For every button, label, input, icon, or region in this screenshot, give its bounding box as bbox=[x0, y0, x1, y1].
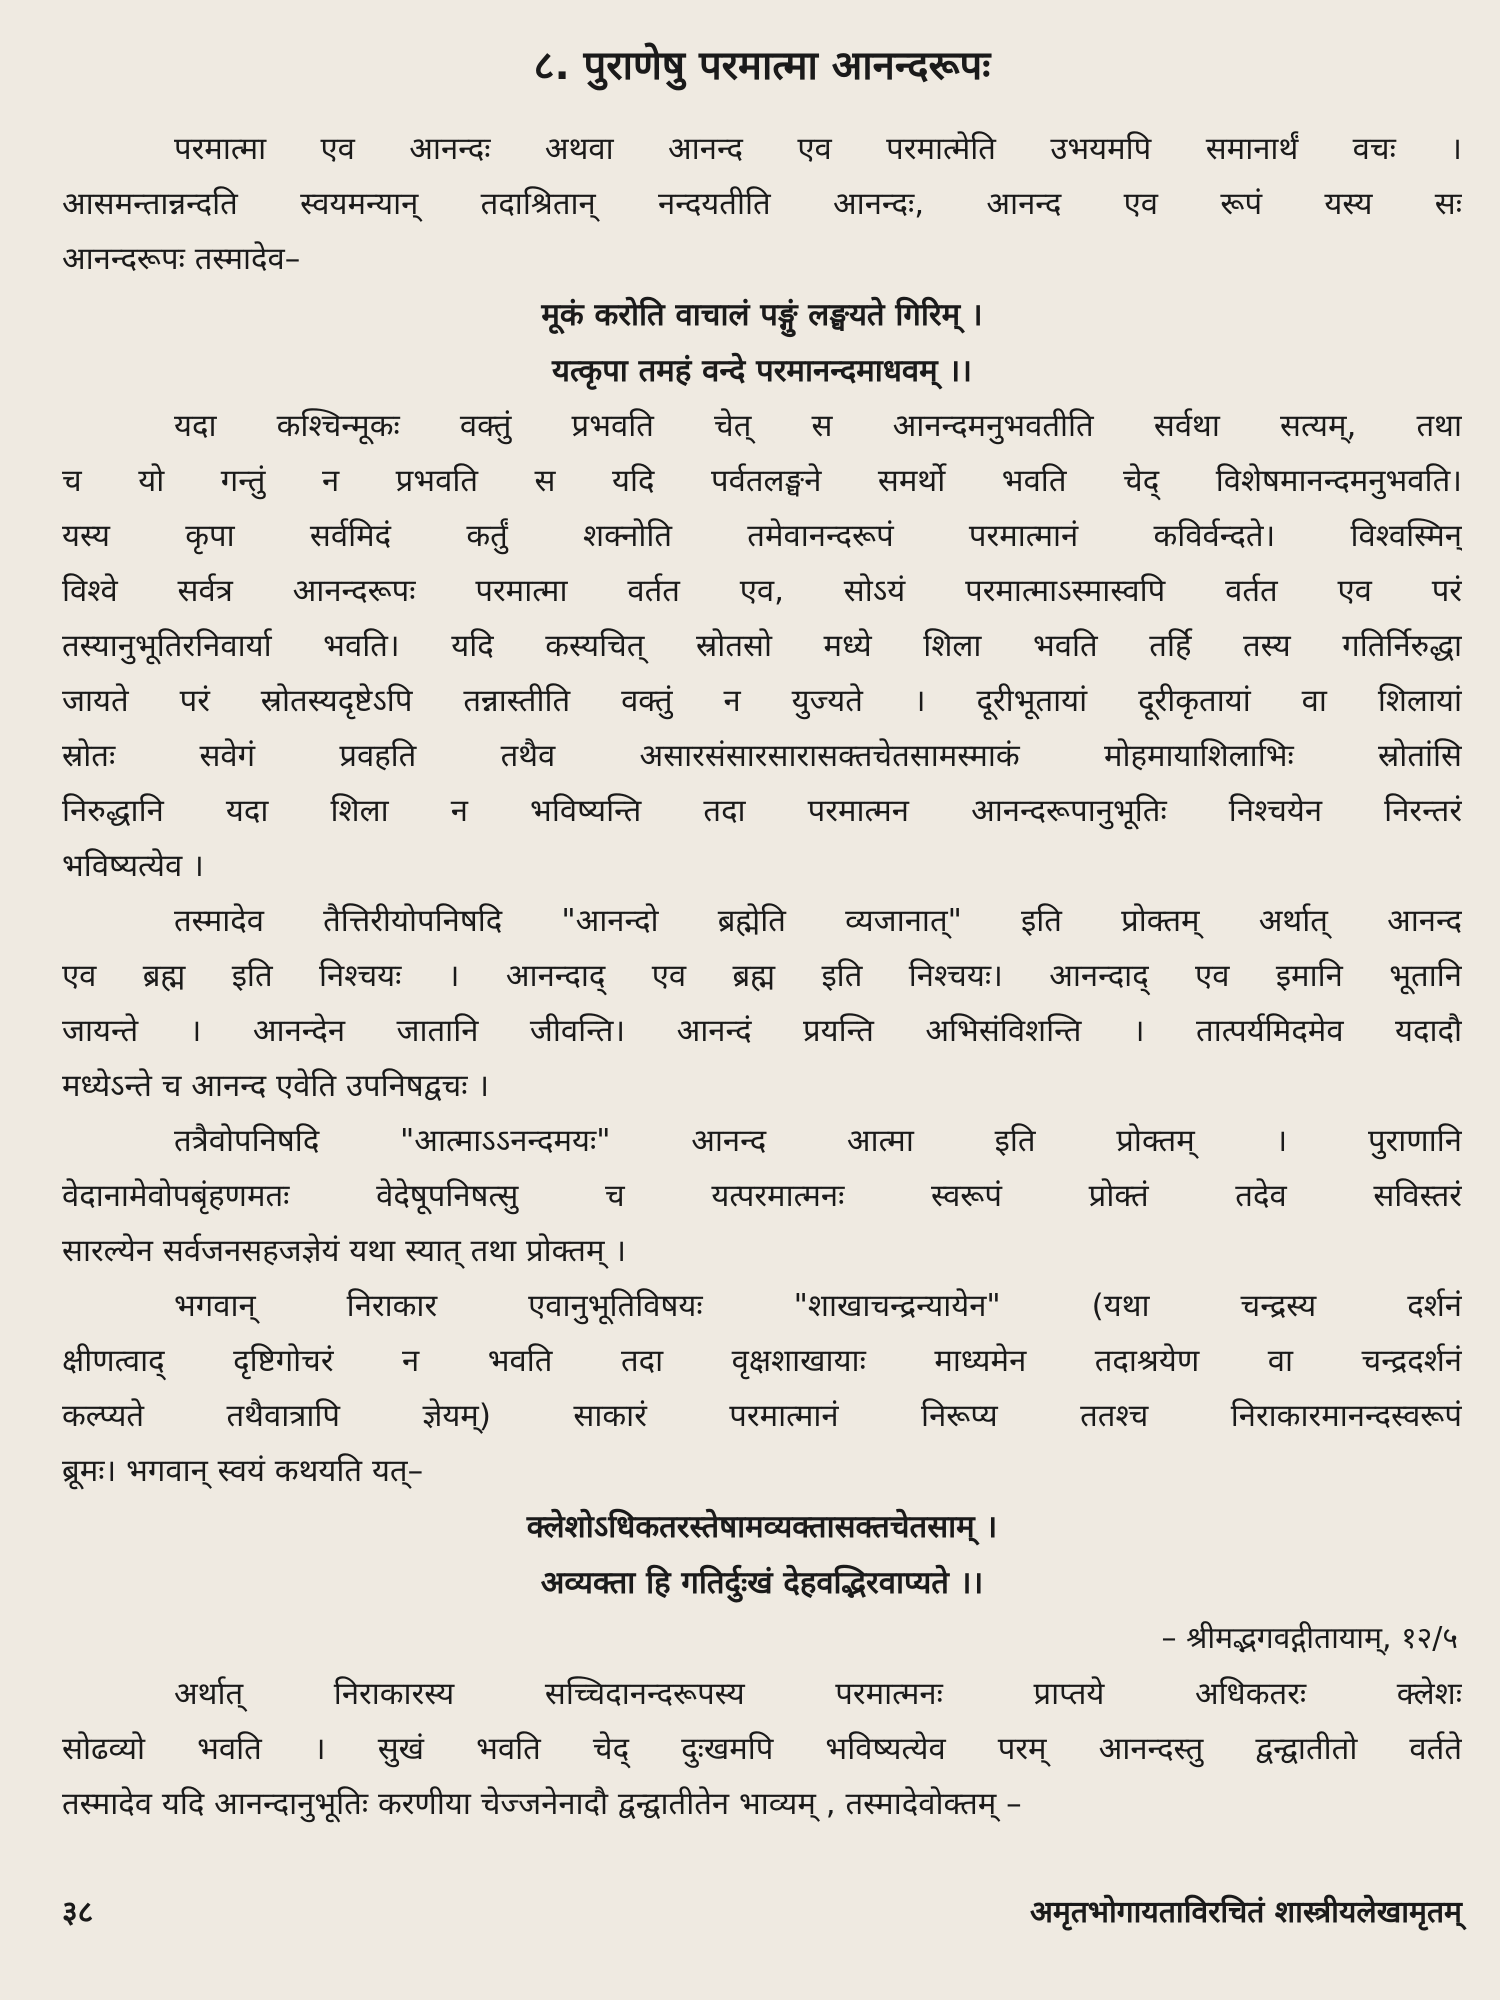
verse-1 bbox=[62, 287, 1462, 399]
text-line: मध्येऽन्ते च आनन्द एवेति उपनिषद्वचः । bbox=[62, 1068, 490, 1104]
text-line: एव ब्रह्म इति निश्चयः । आनन्दाद् एव ब्रह्म इति निश्चयः। आनन्दाद् एव इमानि भूतानि bbox=[62, 958, 1462, 994]
text-line: ब्रूमः। भगवान् स्वयं कथयति यत्– bbox=[62, 1453, 424, 1489]
text-line: अर्थात् निराकारस्य सच्चिदानन्दरूपस्य परमात्मनः प्राप्तये अधिकतरः क्लेशः bbox=[174, 1676, 1462, 1712]
text-line: आसमन्तान्नन्दति स्वयमन्यान् तदाश्रितान् नन्दयतीति आनन्दः, आनन्द एव रूपं यस्य सः bbox=[62, 186, 1462, 222]
paragraph-3 bbox=[62, 894, 1462, 1114]
verse-line: क्लेशोऽधिकतरस्तेषामव्यक्तासक्तचेतसाम् । bbox=[526, 1509, 998, 1545]
text-line: सारल्येन सर्वजनसहजज्ञेयं यथा स्यात् तथा प्रोक्तम् । bbox=[62, 1233, 627, 1269]
verse-citation: – श्रीमद्भगवद्गीतायाम्, १२/५ bbox=[1161, 1621, 1458, 1656]
text-line: जायन्ते । आनन्देन जातानि जीवन्ति। आनन्दं प्रयन्ति अभिसंविशन्ति । तात्पर्यमिदमेव यदादौ bbox=[62, 1013, 1462, 1049]
text-line: सोढव्यो भवति । सुखं भवति चेद् दुःखमपि भविष्यत्येव परम् आनन्दस्तु द्वन्द्वातीतो वर्तते bbox=[62, 1731, 1462, 1767]
page-footer bbox=[62, 1890, 1462, 1931]
text-line: यदा कश्चिन्मूकः वक्तुं प्रभवति चेत् स आनन्दमनुभवतीति सर्वथा सत्यम्, तथा bbox=[174, 408, 1462, 444]
page-number: ३८ bbox=[62, 1895, 94, 1930]
verse-line: मूकं करोति वाचालं पङ्गुं लङ्घयते गिरिम् । bbox=[541, 297, 983, 333]
verse-line: यत्कृपा तमहं वन्दे परमानन्दमाधवम् ।। bbox=[552, 353, 972, 389]
text-line: स्रोतः सवेगं प्रवहति तथैव असारसंसारसारासक्तचेतसामस्माकं मोहमायाशिलाभिः स्रोतांसि bbox=[62, 738, 1462, 774]
text-line: विश्वे सर्वत्र आनन्दरूपः परमात्मा वर्तत एव, सोऽयं परमात्माऽस्मास्वपि वर्तत एव परं bbox=[62, 573, 1462, 609]
text-line: जायते परं स्रोतस्यदृष्टेऽपि तन्नास्तीति वक्तुं न युज्यते । दूरीभूतायां दूरीकृतायां वा शिलायां bbox=[62, 683, 1462, 719]
text-line: तस्यानुभूतिरनिवार्या भवति। यदि कस्यचित् स्रोतसो मध्ये शिला भवति तर्हि तस्य गतिर्निरुद्धा bbox=[62, 628, 1462, 664]
text-line: निरुद्धानि यदा शिला न भविष्यन्ति तदा परमात्मन आनन्दरूपानुभूतिः निश्चयेन निरन्तरं bbox=[62, 793, 1462, 829]
text-line: यस्य कृपा सर्वमिदं कर्तुं शक्नोति तमेवानन्दरूपं परमात्मानं कविर्वन्दते। विश्वस्मिन् bbox=[62, 518, 1462, 554]
text-line: आनन्दरूपः तस्मादेव– bbox=[62, 241, 301, 277]
verse-line: अव्यक्ता हि गतिर्दुःखं देहवद्भिरवाप्यते ।। bbox=[540, 1565, 984, 1601]
paragraph-4 bbox=[62, 1114, 1462, 1279]
paragraph-1 bbox=[62, 122, 1462, 287]
document-page bbox=[62, 30, 1462, 1970]
paragraph-6 bbox=[62, 1667, 1462, 1832]
verse-2 bbox=[62, 1499, 1462, 1611]
text-line: कल्प्यते तथैवात्रापि ज्ञेयम्) साकारं परमात्मानं निरूप्य ततश्च निराकारमानन्दस्वरूपं bbox=[62, 1398, 1462, 1434]
text-line: भविष्यत्येव । bbox=[62, 848, 204, 884]
text-line: क्षीणत्वाद् दृष्टिगोचरं न भवति तदा वृक्षशाखायाः माध्यमेन तदाश्रयेण वा चन्द्रदर्शनं bbox=[62, 1343, 1462, 1379]
paragraph-5 bbox=[62, 1279, 1462, 1499]
text-line: भगवान् निराकार एवानुभूतिविषयः "शाखाचन्द्रन्यायेन" (यथा चन्द्रस्य दर्शनं bbox=[174, 1288, 1462, 1324]
text-line: तत्रैवोपनिषदि "आत्माऽऽनन्दमयः" आनन्द आत्मा इति प्रोक्तम् । पुराणानि bbox=[174, 1123, 1462, 1159]
text-line: तस्मादेव यदि आनन्दानुभूतिः करणीया चेज्जनेनादौ द्वन्द्वातीतेन भाव्यम् , तस्मादेवोक्तम् – bbox=[62, 1786, 1022, 1822]
text-line: परमात्मा एव आनन्दः अथवा आनन्द एव परमात्मेति उभयमपि समानार्थं वचः । bbox=[174, 131, 1462, 167]
text-line: वेदानामेवोपबृंहणमतः वेदेषूपनिषत्सु च यत्परमात्मनः स्वरूपं प्रोक्तं तदेव सविस्तरं bbox=[62, 1178, 1462, 1214]
text-line: च यो गन्तुं न प्रभवति स यदि पर्वतलङ्घने समर्थो भवति चेद् विशेषमानन्दमनुभवति। bbox=[62, 463, 1462, 499]
page-title: ८. पुराणेषु परमात्मा आनन्दरूपः bbox=[533, 43, 991, 89]
paragraph-2 bbox=[62, 399, 1462, 894]
text-line: तस्मादेव तैत्तिरीयोपनिषदि "आनन्दो ब्रह्मेति व्यजानात्" इति प्रोक्तम् अर्थात् आनन्द bbox=[174, 903, 1462, 939]
book-title: अमृतभोगायताविरचितं शास्त्रीयलेखामृतम् bbox=[1029, 1895, 1462, 1930]
